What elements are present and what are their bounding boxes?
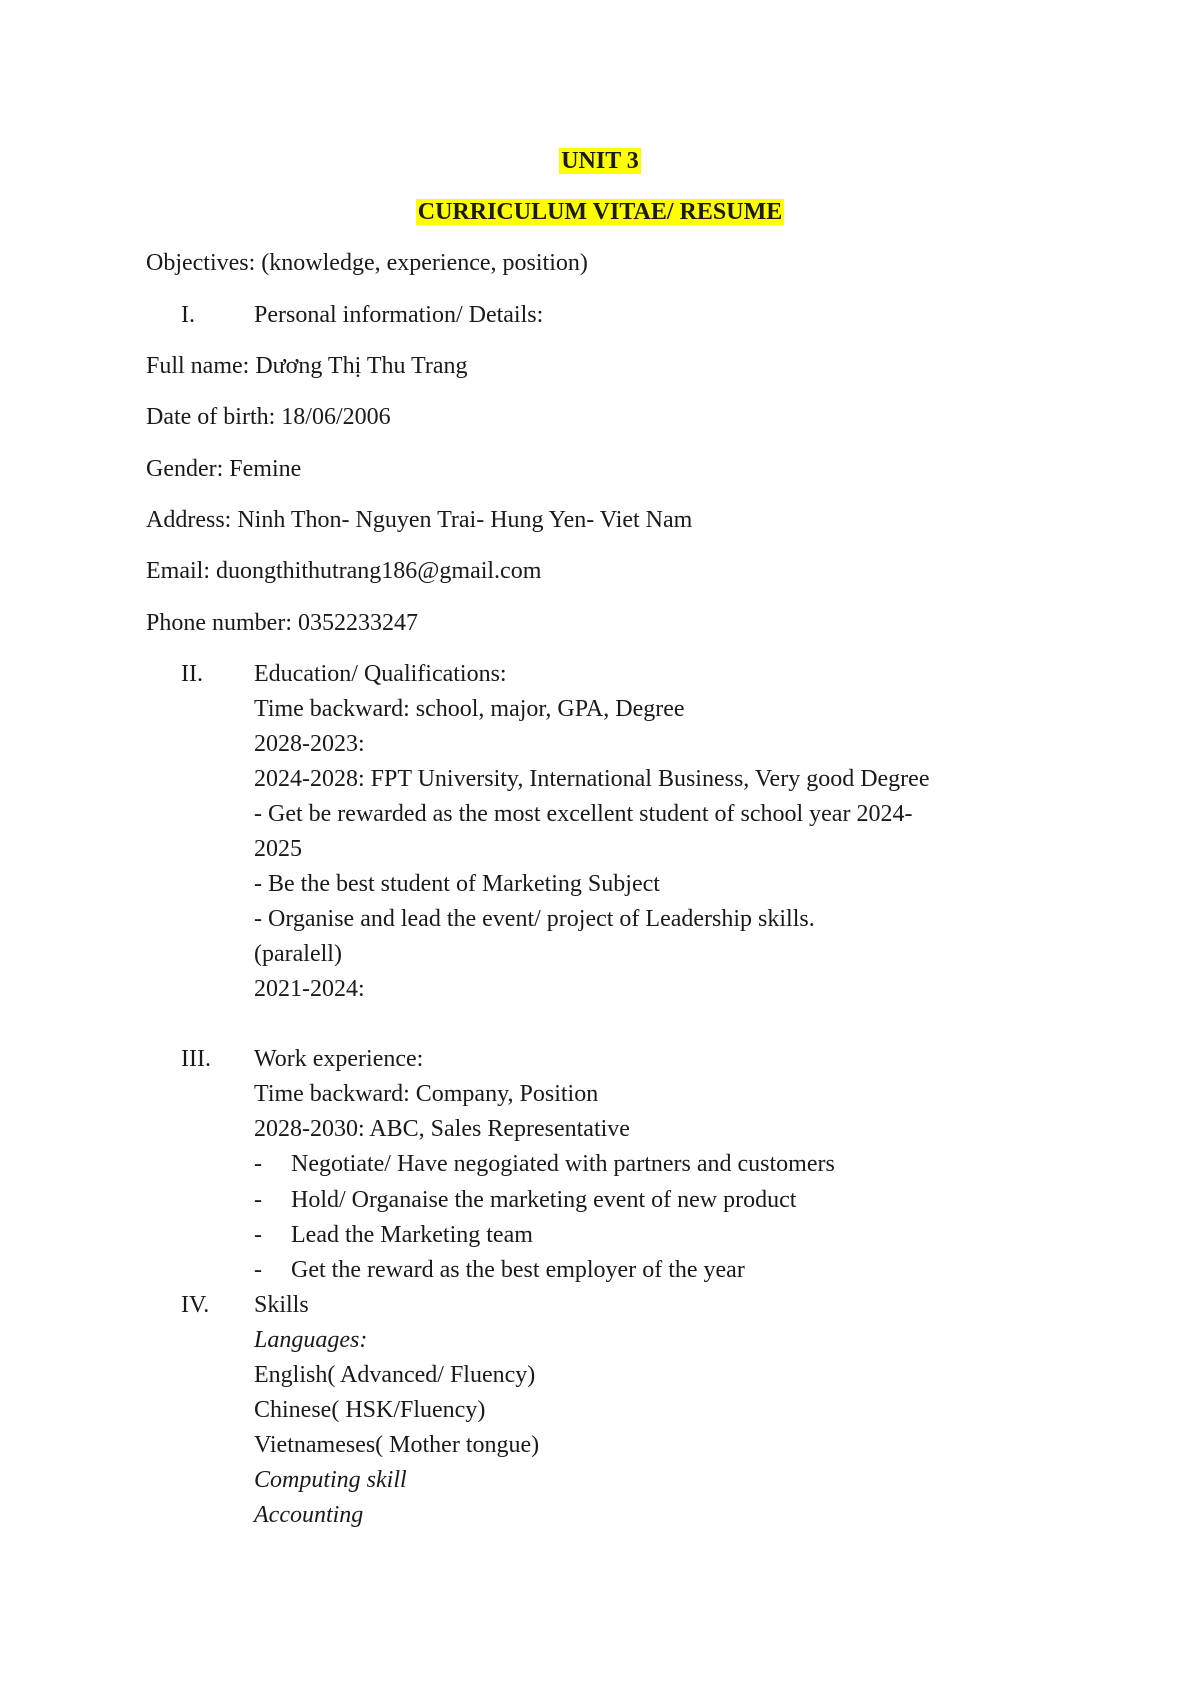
education-line: - Be the best student of Marketing Subject: [254, 871, 660, 897]
bullet-marker: -: [254, 1187, 262, 1213]
work-bullet: Lead the Marketing team: [291, 1222, 533, 1248]
language-item: Chinese( HSK/Fluency): [254, 1397, 486, 1423]
dob-line: Date of birth: 18/06/2006: [146, 404, 391, 430]
language-item: English( Advanced/ Fluency): [254, 1362, 536, 1388]
section-1-heading: Personal information/ Details:: [254, 302, 544, 328]
unit-heading: [0, 148, 1200, 175]
languages-label: Languages:: [254, 1327, 368, 1353]
education-line: Time backward: school, major, GPA, Degree: [254, 696, 685, 722]
language-item: Vietnameses( Mother tongue): [254, 1432, 540, 1458]
section-4-numeral: IV.: [181, 1292, 210, 1318]
section-4-heading: Skills: [254, 1292, 309, 1318]
bullet-marker: -: [254, 1257, 262, 1283]
computing-skill-label: Computing skill: [254, 1467, 407, 1493]
document-title-text: CURRICULUM VITAE/ RESUME: [417, 199, 783, 225]
education-line: 2021-2024:: [254, 976, 365, 1002]
full-name-line: Full name: Dương Thị Thu Trang: [146, 353, 468, 379]
section-3-heading: Work experience:: [254, 1046, 424, 1072]
document-title: [0, 199, 1200, 226]
section-2-numeral: II.: [181, 661, 203, 687]
education-line: 2028-2023:: [254, 731, 365, 757]
work-bullet: Get the reward as the best employer of the year: [291, 1257, 745, 1283]
education-line: (paralell): [254, 941, 342, 967]
gender-line: Gender: Femine: [146, 456, 302, 482]
education-line: 2024-2028: FPT University, International Business, Very good Degree: [254, 766, 930, 792]
work-line: 2028-2030: ABC, Sales Representative: [254, 1116, 630, 1142]
email-line: Email: duongthithutrang186@gmail.com: [146, 558, 542, 584]
work-bullet: Hold/ Organaise the marketing event of new product: [291, 1187, 797, 1213]
accounting-label: Accounting: [254, 1502, 364, 1528]
objectives-line: Objectives: (knowledge, experience, position): [146, 250, 588, 276]
address-line: Address: Ninh Thon- Nguyen Trai- Hung Yen- Viet Nam: [146, 507, 693, 533]
work-line: Time backward: Company, Position: [254, 1081, 599, 1107]
education-line: - Get be rewarded as the most excellent student of school year 2024-: [254, 801, 913, 827]
education-line: - Organise and lead the event/ project of Leadership skills.: [254, 906, 815, 932]
phone-line: Phone number: 0352233247: [146, 610, 418, 636]
bullet-marker: -: [254, 1151, 262, 1177]
section-3-numeral: III.: [181, 1046, 211, 1072]
work-bullet: Negotiate/ Have negogiated with partners and customers: [291, 1151, 835, 1177]
bullet-marker: -: [254, 1222, 262, 1248]
unit-heading-text: UNIT 3: [561, 148, 639, 174]
section-1-numeral: I.: [181, 302, 195, 328]
section-2-heading: Education/ Qualifications:: [254, 661, 507, 687]
education-line: 2025: [254, 836, 302, 862]
